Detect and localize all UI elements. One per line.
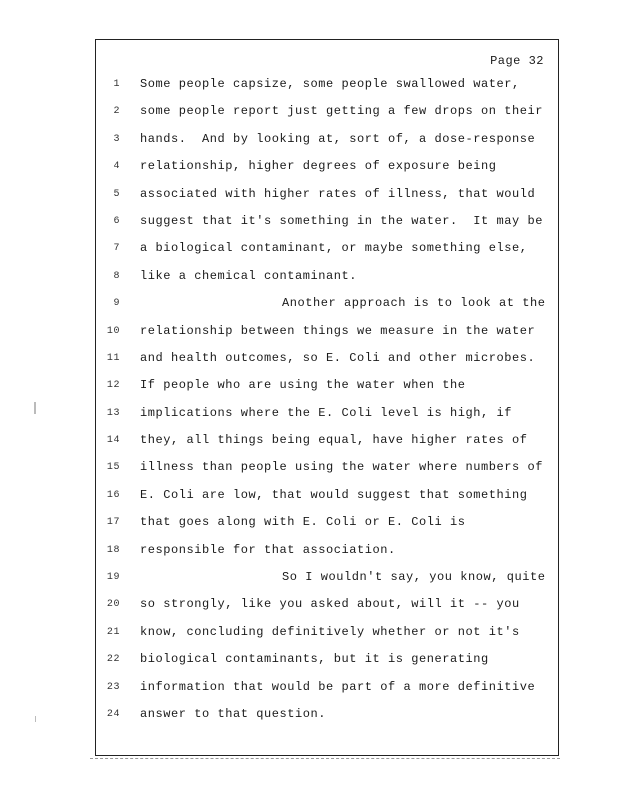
scan-artifact-mark bbox=[34, 402, 36, 414]
line-text: hands. And by looking at, sort of, a dose-response bbox=[140, 131, 536, 146]
line-text: and health outcomes, so E. Coli and other microbes. bbox=[140, 350, 536, 365]
transcript-line bbox=[96, 537, 558, 564]
transcript-line bbox=[96, 235, 558, 262]
line-text: suggest that it's something in the water. It may be bbox=[140, 213, 544, 228]
transcript-line bbox=[96, 153, 558, 180]
line-text: responsible for that association. bbox=[140, 542, 396, 557]
transcript-line bbox=[96, 400, 558, 427]
transcript-line bbox=[96, 427, 558, 454]
line-number: 19 bbox=[106, 572, 120, 584]
line-number: 6 bbox=[113, 215, 120, 227]
line-number: 9 bbox=[113, 298, 120, 310]
transcript-line bbox=[96, 454, 558, 481]
line-text: some people report just getting a few drops on their bbox=[140, 104, 544, 119]
line-number: 15 bbox=[106, 462, 120, 474]
transcript-lines bbox=[96, 71, 558, 728]
line-number: 13 bbox=[106, 407, 120, 419]
line-number: 21 bbox=[106, 626, 120, 638]
transcript-line bbox=[96, 482, 558, 509]
line-text: answer to that question. bbox=[140, 706, 327, 721]
line-number: 16 bbox=[106, 489, 120, 501]
transcript-line bbox=[96, 591, 558, 618]
line-text: Some people capsize, some people swallowed water, bbox=[140, 77, 520, 91]
line-text: like a chemical contaminant. bbox=[140, 268, 358, 283]
line-number: 8 bbox=[113, 270, 120, 282]
line-number: 14 bbox=[106, 435, 120, 447]
transcript-line bbox=[96, 126, 558, 153]
page-number: Page 32 bbox=[490, 54, 544, 68]
line-number: 20 bbox=[106, 599, 120, 611]
line-text: know, concluding definitively whether or not it's bbox=[140, 624, 520, 639]
line-text: If people who are using the water when the bbox=[140, 378, 466, 393]
line-number: 22 bbox=[106, 654, 120, 666]
line-number: 23 bbox=[106, 681, 120, 693]
transcript-line bbox=[96, 509, 558, 536]
transcript-line bbox=[96, 290, 558, 317]
line-text: so strongly, like you asked about, will it -- you bbox=[140, 597, 520, 612]
line-text: a biological contaminant, or maybe something else, bbox=[140, 241, 528, 256]
transcript-line bbox=[96, 181, 558, 208]
line-number: 11 bbox=[106, 352, 120, 364]
transcript-line bbox=[96, 345, 558, 372]
line-number: 3 bbox=[113, 133, 120, 145]
transcript-line bbox=[96, 208, 558, 235]
transcript-line bbox=[96, 674, 558, 701]
transcript-line bbox=[96, 701, 558, 728]
line-text: implications where the E. Coli level is high, if bbox=[140, 405, 513, 420]
line-number: 2 bbox=[113, 106, 120, 118]
line-text: relationship, higher degrees of exposure being bbox=[140, 159, 497, 174]
transcript-page bbox=[95, 39, 559, 756]
transcript-line bbox=[96, 263, 558, 290]
line-number: 17 bbox=[106, 517, 120, 529]
line-number: 5 bbox=[113, 188, 120, 200]
line-number: 24 bbox=[106, 708, 120, 720]
transcript-line bbox=[96, 619, 558, 646]
line-number: 12 bbox=[106, 380, 120, 392]
line-text: illness than people using the water where numbers of bbox=[140, 460, 544, 475]
line-text: they, all things being equal, have higher rates of bbox=[140, 433, 528, 448]
line-number: 7 bbox=[113, 243, 120, 255]
line-text: So I wouldn't say, you know, quite bbox=[282, 570, 546, 585]
scan-artifact-line bbox=[90, 758, 560, 760]
line-number: 18 bbox=[106, 544, 120, 556]
line-text: that goes along with E. Coli or E. Coli is bbox=[140, 515, 466, 530]
line-number: 10 bbox=[106, 325, 120, 337]
line-text: associated with higher rates of illness, that would bbox=[140, 186, 536, 201]
line-number: 1 bbox=[113, 79, 120, 90]
transcript-line bbox=[96, 318, 558, 345]
line-text: information that would be part of a more definitive bbox=[140, 679, 536, 694]
transcript-line bbox=[96, 98, 558, 125]
line-number: 4 bbox=[113, 161, 120, 173]
transcript-line bbox=[96, 71, 558, 98]
scan-artifact-mark bbox=[35, 716, 36, 722]
line-text: E. Coli are low, that would suggest that something bbox=[140, 487, 528, 502]
line-text: relationship between things we measure in the water bbox=[140, 323, 536, 338]
transcript-line bbox=[96, 564, 558, 591]
transcript-line bbox=[96, 646, 558, 673]
line-text: Another approach is to look at the bbox=[282, 296, 546, 311]
line-text: biological contaminants, but it is generating bbox=[140, 652, 489, 667]
transcript-line bbox=[96, 372, 558, 399]
